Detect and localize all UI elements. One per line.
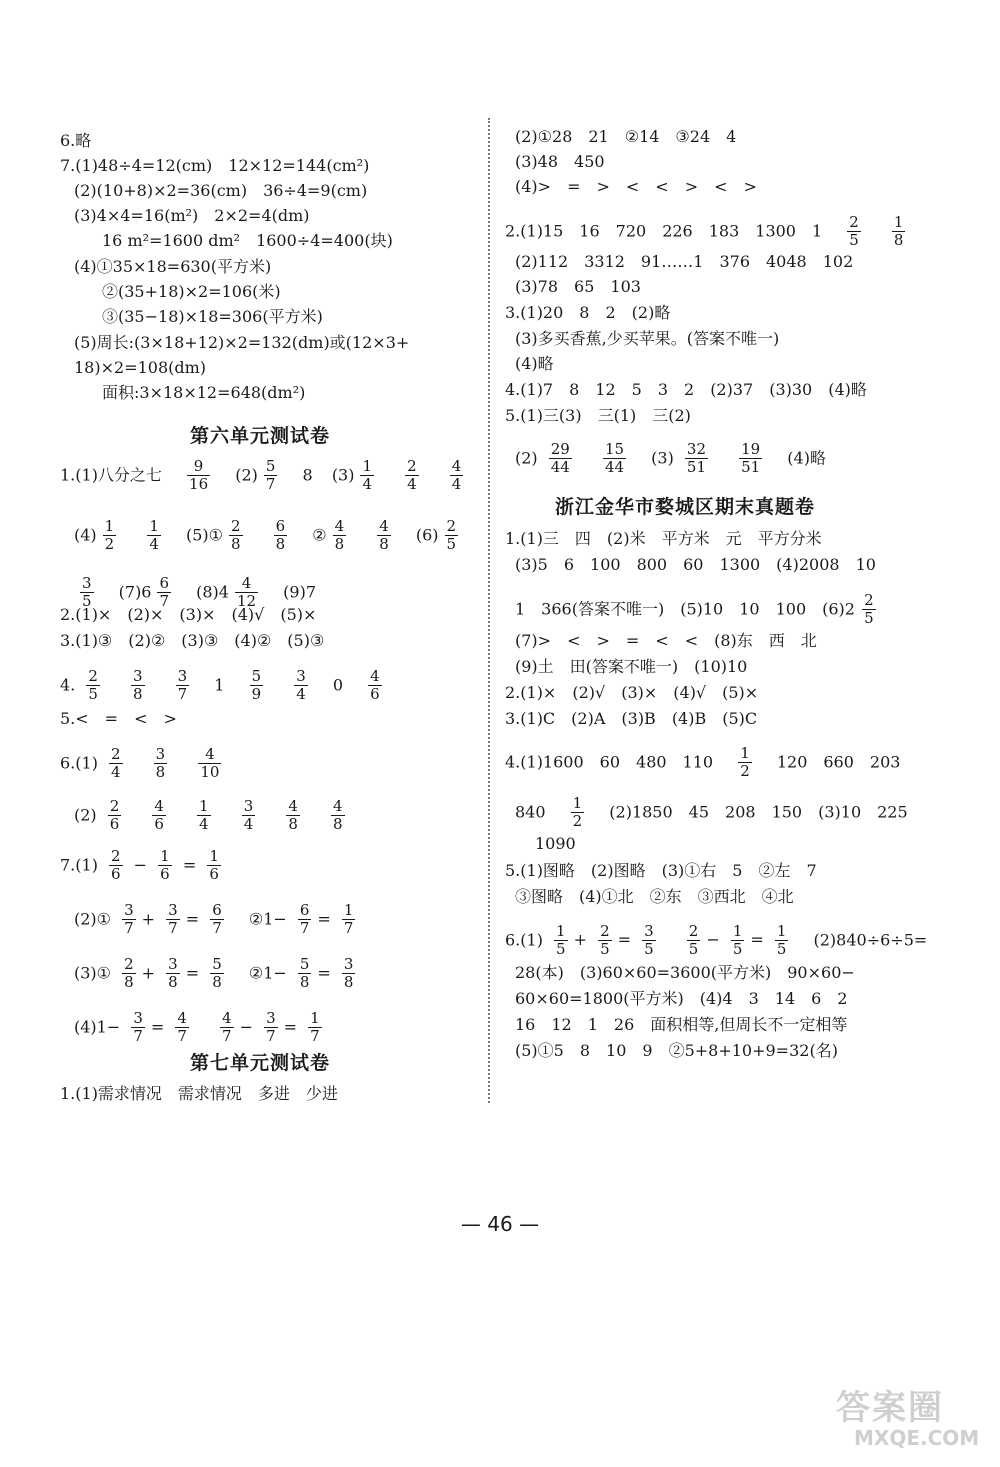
- answer-line: 3.(1)C (2)A (3)B (4)B (5)C: [505, 709, 758, 728]
- answer-line: 6.(1) $\frac{1}{5}$ + $\frac{2}{5}$ = $\frac{3}{5}$ $\frac{2}{5}$ − $\frac{1}{5}$ = $\frac{1}{5}$ (2)840÷6÷5=: [505, 922, 928, 958]
- answer-line: 16 m²=1600 dm² 1600÷4=400(块): [102, 231, 393, 250]
- answer-line: (2) $\frac{2}{6}$ $\frac{4}{6}$ $\frac{1}{4}$ $\frac{3}{4}$ $\frac{4}{8}$ $\frac{4}{8}$: [74, 797, 343, 833]
- answer-line: 3.(1)③ (2)② (3)③ (4)② (5)③: [60, 631, 325, 650]
- answer-line: (3)48 450: [515, 152, 605, 171]
- answer-line: (4)> = > < < > < >: [515, 177, 757, 196]
- answer-line: 4.(1)7 8 12 5 3 2 (2)37 (3)30 (4)略: [505, 380, 867, 399]
- section-title-unit7: 第七单元测试卷: [190, 1052, 331, 1074]
- watermark-text: 答案圈: [836, 1388, 944, 1428]
- answer-line: 面积:3×18×12=648(dm²): [102, 383, 306, 402]
- answer-line: (2) $\frac{29}{44}$ $\frac{15}{44}$ (3) $\frac{32}{51}$ $\frac{19}{51}$ (4)略: [515, 440, 826, 476]
- answer-line: (5)周长:(3×18+12)×2=132(dm)或(12×3+: [74, 333, 410, 352]
- answer-line: (3)5 6 100 800 60 1300 (4)2008 10: [515, 555, 876, 574]
- answer-line: (4) $\frac{1}{2}$ $\frac{1}{4}$ (5)① $\frac{2}{8}$ $\frac{6}{8}$ ② $\frac{4}{8}$ $\frac{4}{8}$ (6) $\frac{2}{5}$: [74, 517, 457, 553]
- answer-line: (3)多买香蕉,少买苹果。(答案不唯一): [515, 329, 780, 348]
- answer-line: (4)①35×18=630(平方米): [74, 257, 272, 276]
- section-title-unit6: 第六单元测试卷: [190, 425, 331, 447]
- answer-line: 28(本) (3)60×60=3600(平方米) 90×60−: [515, 963, 855, 982]
- answer-line: 2.(1)15 16 720 226 183 1300 1 $\frac{2}{5}$ $\frac{1}{8}$: [505, 213, 904, 249]
- page-number: — 46 —: [460, 1212, 540, 1236]
- answer-line: 16 12 1 26 面积相等,但周长不一定相等: [515, 1015, 848, 1034]
- answer-line: 6.略: [60, 131, 92, 150]
- answer-line: (9)土 田(答案不唯一) (10)10: [515, 657, 748, 676]
- answer-line: 18)×2=108(dm): [74, 358, 207, 377]
- section-title-final-exam: 浙江金华市婺城区期末真题卷: [555, 496, 816, 518]
- answer-line: (3)4×4=16(m²) 2×2=4(dm): [74, 206, 310, 225]
- answer-line: 5.(1)三(3) 三(1) 三(2): [505, 406, 691, 425]
- answer-line: (2)112 3312 91……1 376 4048 102: [515, 252, 854, 271]
- answer-line: (2)(10+8)×2=36(cm) 36÷4=9(cm): [74, 181, 368, 200]
- answer-line: (2)① $\frac{3}{7}$ + $\frac{3}{7}$ = $\frac{6}{7}$ ②1− $\frac{6}{7}$ = $\frac{1}{7}$: [74, 901, 354, 937]
- answer-line: (3)78 65 103: [515, 277, 641, 296]
- answer-line: 1.(1)八分之七 $\frac{9}{16}$ (2) $\frac{5}{7}$ 8 (3) $\frac{1}{4}$ $\frac{2}{4}$ $\frac{4}{4}$: [60, 457, 462, 493]
- answer-line: 1.(1)三 四 (2)米 平方米 元 平方分米: [505, 529, 822, 548]
- answer-line: 7.(1)48÷4=12(cm) 12×12=144(cm²): [60, 156, 370, 175]
- answer-line: 6.(1) $\frac{2}{4}$ $\frac{3}{8}$ $\frac{4}{10}$: [60, 745, 220, 781]
- watermark-logo: [836, 1380, 986, 1460]
- answer-line: 2.(1)× (2)√ (3)× (4)√ (5)×: [505, 683, 759, 702]
- answer-line: 4. $\frac{2}{5}$ $\frac{3}{8}$ $\frac{3}{7}$ 1 $\frac{5}{9}$ $\frac{3}{4}$ 0 $\frac{4}{6}$: [60, 667, 380, 703]
- answer-line: 5.< = < >: [60, 709, 177, 728]
- answer-line: 60×60=1800(平方米) (4)4 3 14 6 2: [515, 989, 848, 1008]
- answer-line: (3)① $\frac{2}{8}$ + $\frac{3}{8}$ = $\frac{5}{8}$ ②1− $\frac{5}{8}$ = $\frac{3}{8}$: [74, 955, 354, 991]
- answer-line: ③图略 (4)①北 ②东 ③西北 ④北: [515, 887, 794, 906]
- answer-line: $\frac{3}{5}$ (7)6 $\frac{6}{7}$ (8)4 $\frac{4}{12}$ (9)7: [82, 574, 316, 610]
- column-divider: [488, 118, 490, 1103]
- answer-line: (4)1− $\frac{3}{7}$ = $\frac{4}{7}$ $\frac{4}{7}$ − $\frac{3}{7}$ = $\frac{1}{7}$: [74, 1009, 320, 1045]
- answer-line: 2.(1)× (2)× (3)× (4)√ (5)×: [60, 605, 317, 624]
- answer-line: 1090: [535, 834, 576, 853]
- answer-line: (5)①5 8 10 9 ②5+8+10+9=32(名): [515, 1041, 838, 1060]
- answer-line: 1.(1)需求情况 需求情况 多进 少进: [60, 1084, 338, 1103]
- answer-line: 5.(1)图略 (2)图略 (3)①右 5 ②左 7: [505, 861, 817, 880]
- answer-line: 3.(1)20 8 2 (2)略: [505, 303, 671, 322]
- answer-line: ③(35−18)×18=306(平方米): [102, 307, 323, 326]
- answer-line: (7)> < > = < < (8)东 西 北: [515, 631, 817, 650]
- answer-line: (4)略: [515, 354, 554, 373]
- answer-line: 1 366(答案不唯一) (5)10 10 100 (6)2 $\frac{2}{5}$: [515, 591, 874, 627]
- answer-line: (2)①28 21 ②14 ③24 4: [515, 127, 737, 146]
- answer-line: 7.(1) $\frac{2}{6}$ − $\frac{1}{6}$ = $\frac{1}{6}$: [60, 847, 219, 883]
- watermark-url: MXQE.COM: [854, 1426, 980, 1450]
- answer-line: 4.(1)1600 60 480 110 $\frac{1}{2}$ 120 660 203: [505, 744, 901, 780]
- answer-line: 840 $\frac{1}{2}$ (2)1850 45 208 150 (3)10 225: [515, 794, 908, 830]
- answer-line: ②(35+18)×2=106(米): [102, 282, 281, 301]
